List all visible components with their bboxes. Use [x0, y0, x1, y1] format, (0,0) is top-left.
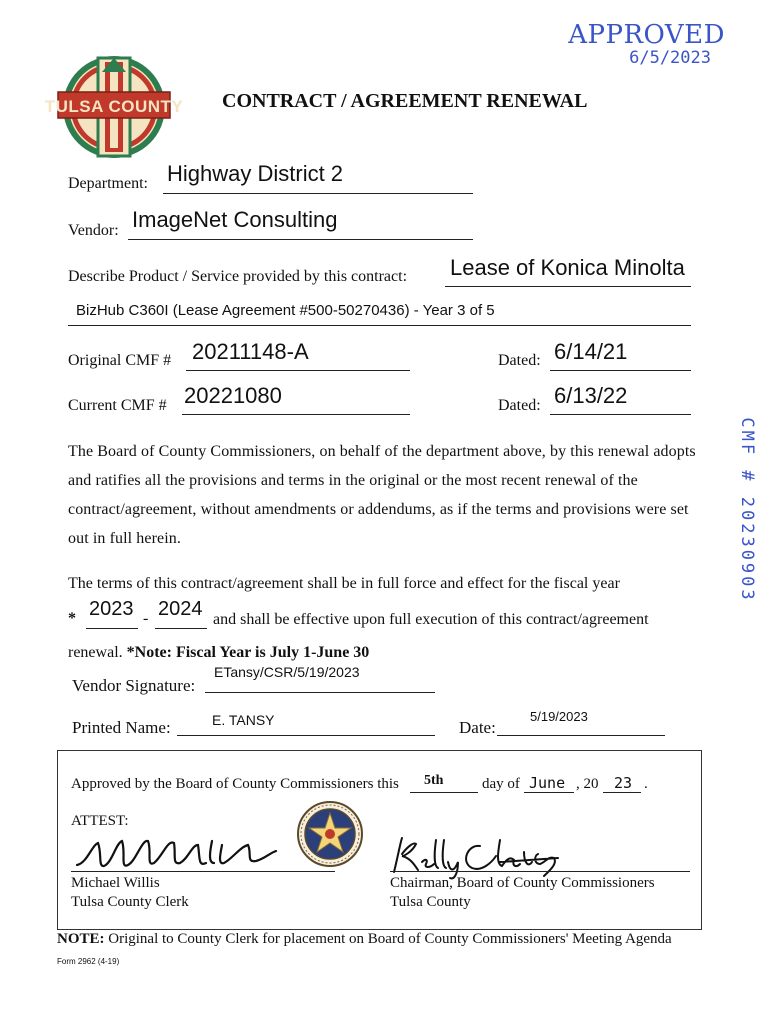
original-dated-line — [550, 370, 691, 371]
approval-period: . — [644, 776, 648, 792]
approval-year-prefix: , 20 — [576, 776, 599, 792]
vendor-signature-label: Vendor Signature: — [72, 676, 196, 695]
approval-month: June — [529, 774, 566, 792]
chairman-org: Tulsa County — [390, 894, 471, 910]
approval-month-line — [524, 792, 574, 793]
current-dated-value: 6/13/22 — [554, 383, 628, 408]
printed-name-line — [177, 735, 435, 736]
year-start-line — [86, 628, 138, 629]
describe-label: Describe Product / Service provided by this contract: — [68, 268, 408, 285]
approved-status: APPROVED — [568, 20, 725, 50]
logo-text: TULSA COUNTY — [44, 97, 184, 116]
describe-line-2 — [68, 325, 691, 326]
vendor-value: ImageNet Consulting — [132, 207, 338, 232]
describe-line-1 — [445, 286, 691, 287]
terms-asterisk: * — [68, 610, 76, 627]
side-cmf-stamp: CMF # 20230903 — [737, 417, 757, 603]
vendor-signature-line — [205, 692, 435, 693]
year-start-value: 2023 — [89, 598, 134, 620]
department-value: Highway District 2 — [167, 161, 344, 186]
attest-label: ATTEST: — [71, 813, 129, 829]
original-dated-label: Dated: — [498, 352, 541, 369]
department-label: Department: — [68, 175, 148, 192]
approval-year-line — [603, 792, 641, 793]
current-dated-line — [550, 414, 691, 415]
approval-year: 23 — [614, 774, 633, 792]
vendor-label: Vendor: — [68, 222, 119, 239]
terms-line-1: The terms of this contract/agreement shall be in full force and effect for the fiscal year — [68, 575, 620, 592]
printed-name-value: E. TANSY — [212, 712, 275, 728]
approval-day-of: day of — [482, 776, 520, 792]
printed-date-value: 5/19/2023 — [530, 709, 588, 724]
county-seal — [296, 800, 364, 868]
year-end-line — [155, 628, 207, 629]
ratification-paragraph: The Board of County Commissioners, on behalf of the department above, by this renewal adopts and ratifies all the provisions and terms in the original or the most recent renewal of the contract/agreement, without amendments or addendums, as if the terms and provisions were set out in full herein. — [68, 443, 696, 547]
current-cmf-line — [182, 414, 410, 415]
approval-day-line — [410, 792, 478, 793]
document-title: CONTRACT / AGREEMENT RENEWAL — [222, 90, 588, 112]
approval-text: Approved by the Board of County Commissioners this — [71, 776, 399, 792]
year-end-value: 2024 — [158, 598, 203, 620]
original-dated-value: 6/14/21 — [554, 339, 628, 364]
original-cmf-line — [186, 370, 410, 371]
department-line — [163, 193, 473, 194]
tulsa-county-logo — [44, 52, 184, 162]
printed-date-line — [497, 735, 665, 736]
current-cmf-label: Current CMF # — [68, 397, 167, 414]
clerk-title: Tulsa County Clerk — [71, 894, 189, 910]
original-cmf-label: Original CMF # — [68, 352, 172, 369]
current-cmf-value: 20221080 — [184, 383, 282, 408]
describe-value-2: BizHub C360I (Lease Agreement #500-50270436) - Year 3 of 5 — [76, 302, 495, 319]
vendor-signature-value: ETansy/CSR/5/19/2023 — [214, 664, 360, 680]
describe-value-1: Lease of Konica Minolta — [450, 255, 685, 280]
current-dated-label: Dated: — [498, 397, 541, 414]
terms-renewal: renewal. — [68, 644, 123, 661]
clerk-signature-line — [71, 871, 335, 872]
chairman-title: Chairman, Board of County Commissioners — [390, 875, 655, 891]
note-text: Original to County Clerk for placement on Board of County Commissioners' Meeting Agenda — [108, 931, 672, 947]
approved-stamp — [525, 20, 725, 68]
approved-date: 6/5/2023 — [629, 48, 711, 68]
clerk-note — [57, 931, 672, 948]
terms-line-3 — [68, 644, 369, 662]
clerk-name: Michael Willis — [71, 875, 160, 891]
terms-dash: - — [143, 610, 149, 627]
approval-line — [71, 776, 399, 793]
fiscal-year-note: *Note: Fiscal Year is July 1-June 30 — [126, 644, 370, 661]
printed-name-label: Printed Name: — [72, 718, 171, 737]
terms-line-2: and shall be effective upon full execution of this contract/agreement — [213, 611, 649, 628]
form-number: Form 2962 (4-19) — [57, 957, 120, 966]
vendor-line — [128, 239, 473, 240]
chairman-signature-line — [390, 871, 690, 872]
approval-day: 5th — [424, 773, 444, 788]
original-cmf-value: 20211148-A — [192, 339, 309, 364]
printed-date-label: Date: — [459, 718, 496, 737]
note-label: NOTE: — [57, 931, 105, 947]
